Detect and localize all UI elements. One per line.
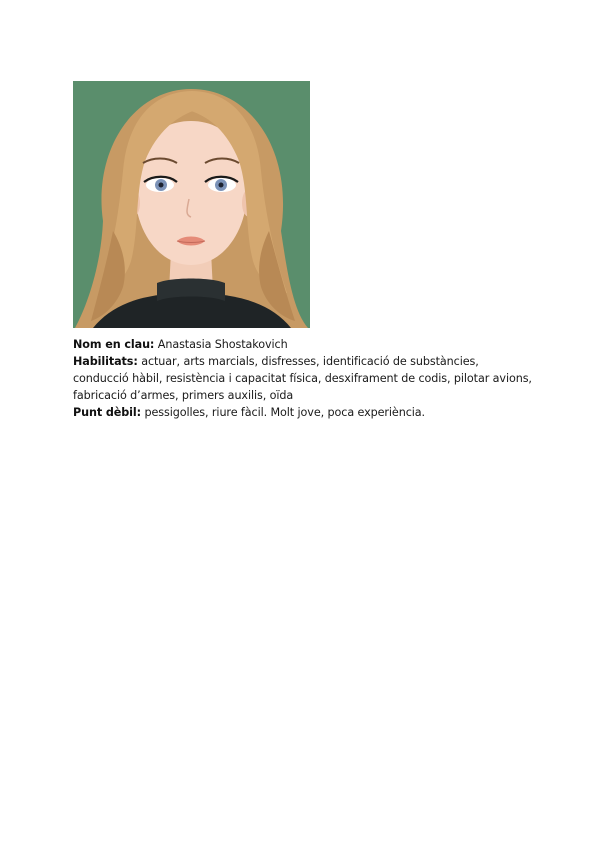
weakness-label: Punt dèbil: [73, 406, 142, 419]
character-portrait [73, 81, 310, 328]
skills-label: Habilitats: [73, 355, 138, 368]
female-agent-avatar-image [73, 81, 310, 328]
codename-label: Nom en clau: [73, 338, 155, 351]
skills-line [73, 353, 533, 404]
character-profile [73, 336, 533, 421]
codename-value: Anastasia Shostakovich [157, 338, 288, 351]
weakness-value: pessigolles, riure fàcil. Molt jove, poca experiència. [144, 406, 425, 419]
weakness-line [73, 404, 533, 421]
skills-value: actuar, arts marcials, disfresses, identificació de substàncies, conducció hàbil, resistència i capacitat física, desxiframent de codis, pilotar avions, fabricació d’armes, primers auxilis, oïda [73, 355, 532, 402]
codename-line [73, 336, 533, 353]
